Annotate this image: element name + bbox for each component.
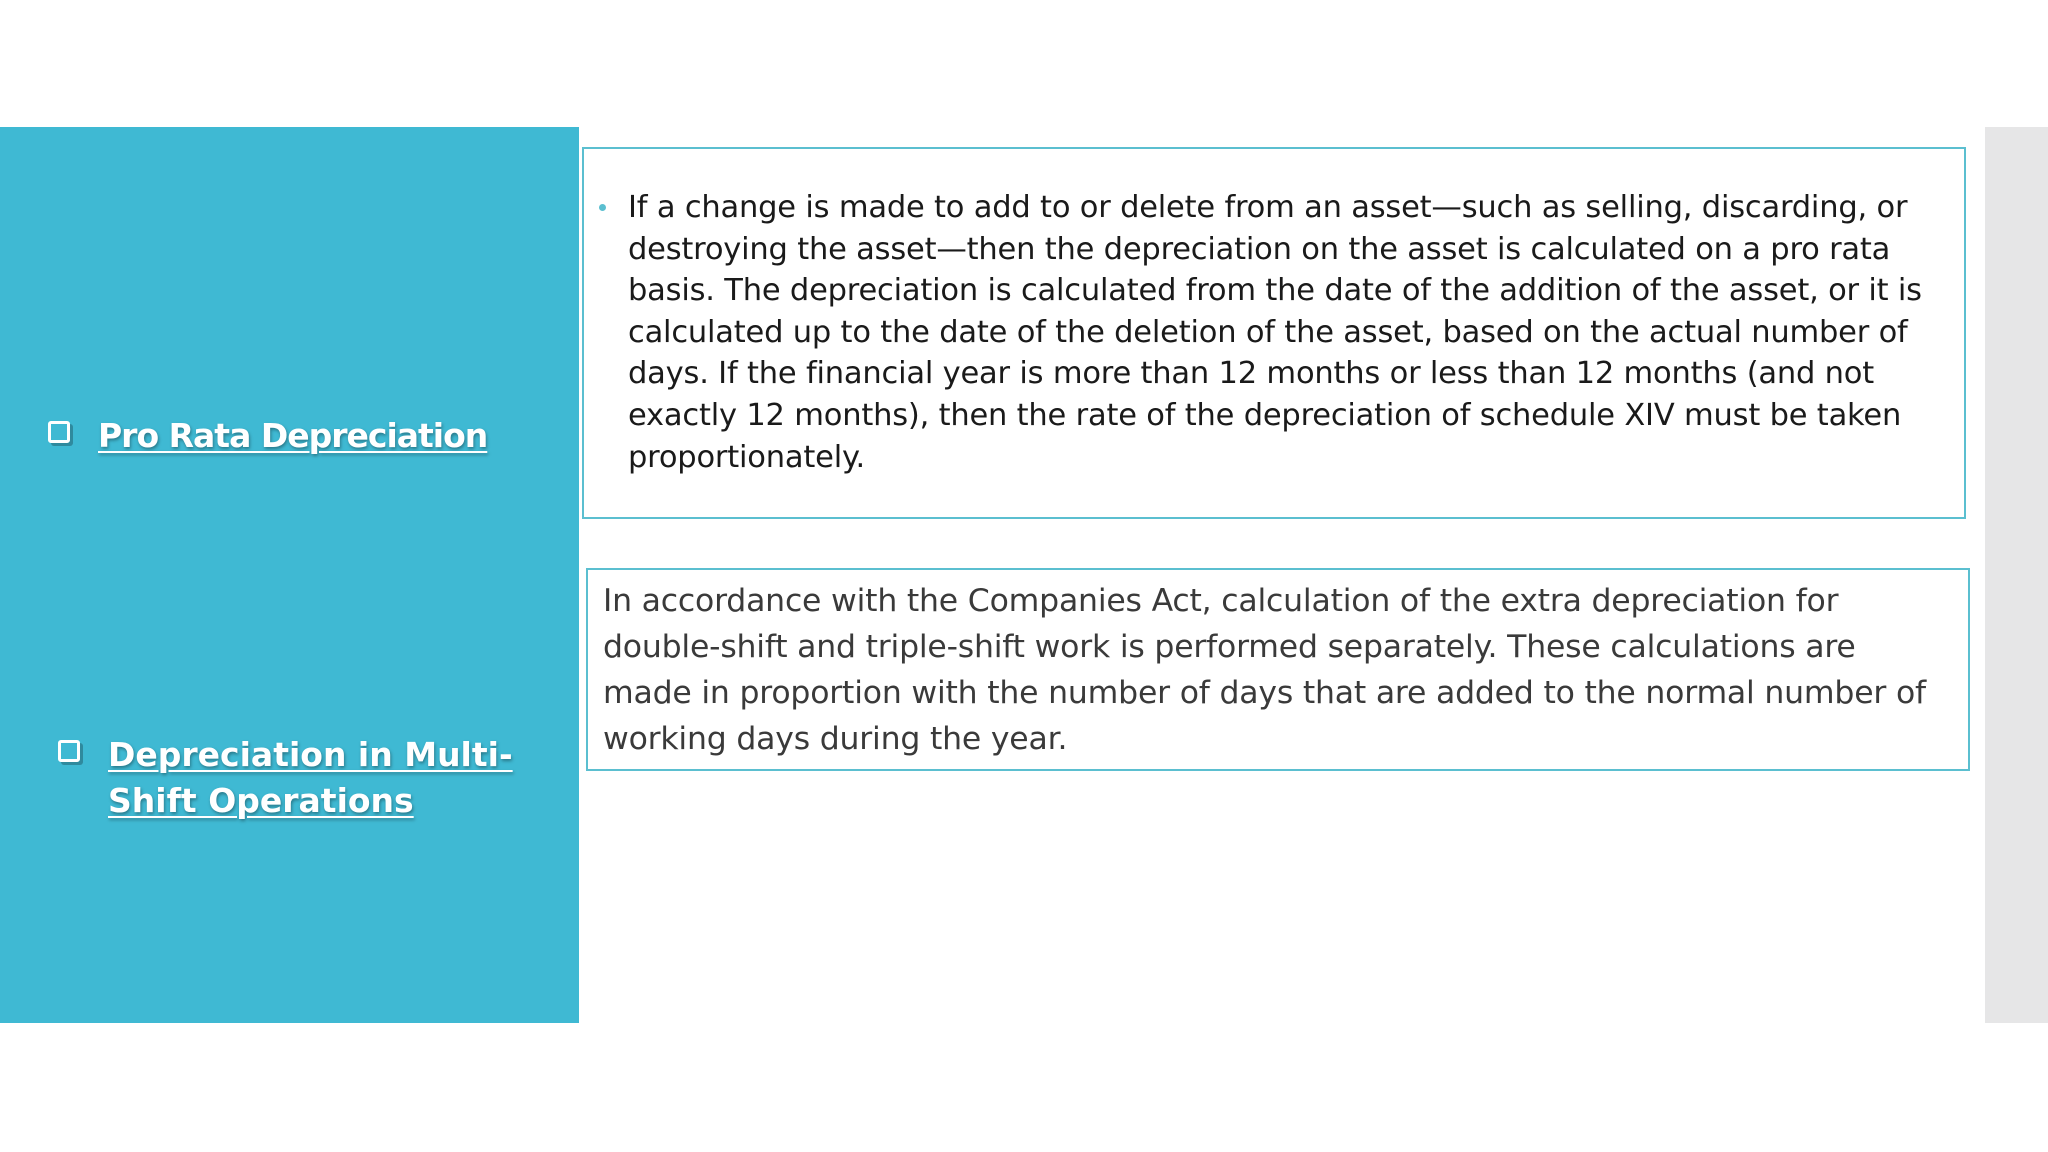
topic-multi-shift xyxy=(58,732,548,824)
pro-rata-paragraph: If a change is made to add to or delete from an asset—such as selling, discarding, or destroying the asset—then the depreciation on the asset is calculated on a pro rata basis. The depreciation is calculated from the date of the addition of the asset, or it is calculated up to the date of the deletion of the asset, based on the actual number of days. If the financial year is more than 12 months or less than 12 months (and not exactly 12 months), then the rate of the depreciation of schedule XIV must be taken proportionately. xyxy=(628,190,1922,475)
checkbox-icon xyxy=(58,740,80,762)
left-topic-panel xyxy=(0,127,579,1023)
multi-shift-depreciation-link[interactable]: Depreciation in Multi-Shift Operations xyxy=(108,735,513,820)
pro-rata-bullet xyxy=(599,187,1950,478)
right-decorative-strip xyxy=(1985,127,2048,1023)
checkbox-icon xyxy=(48,421,70,443)
multi-shift-paragraph: In accordance with the Companies Act, calculation of the extra depreciation for double-shift and triple-shift work is performed separately. These calculations are made in proportion with the number of days that are added to the normal number of working days during the year. xyxy=(603,583,1926,757)
bullet-dot-icon xyxy=(599,204,606,211)
pro-rata-text-box xyxy=(582,147,1966,519)
multi-shift-text-box xyxy=(586,568,1970,771)
pro-rata-depreciation-link[interactable]: Pro Rata Depreciation xyxy=(98,416,488,455)
topic-pro-rata xyxy=(48,413,487,459)
